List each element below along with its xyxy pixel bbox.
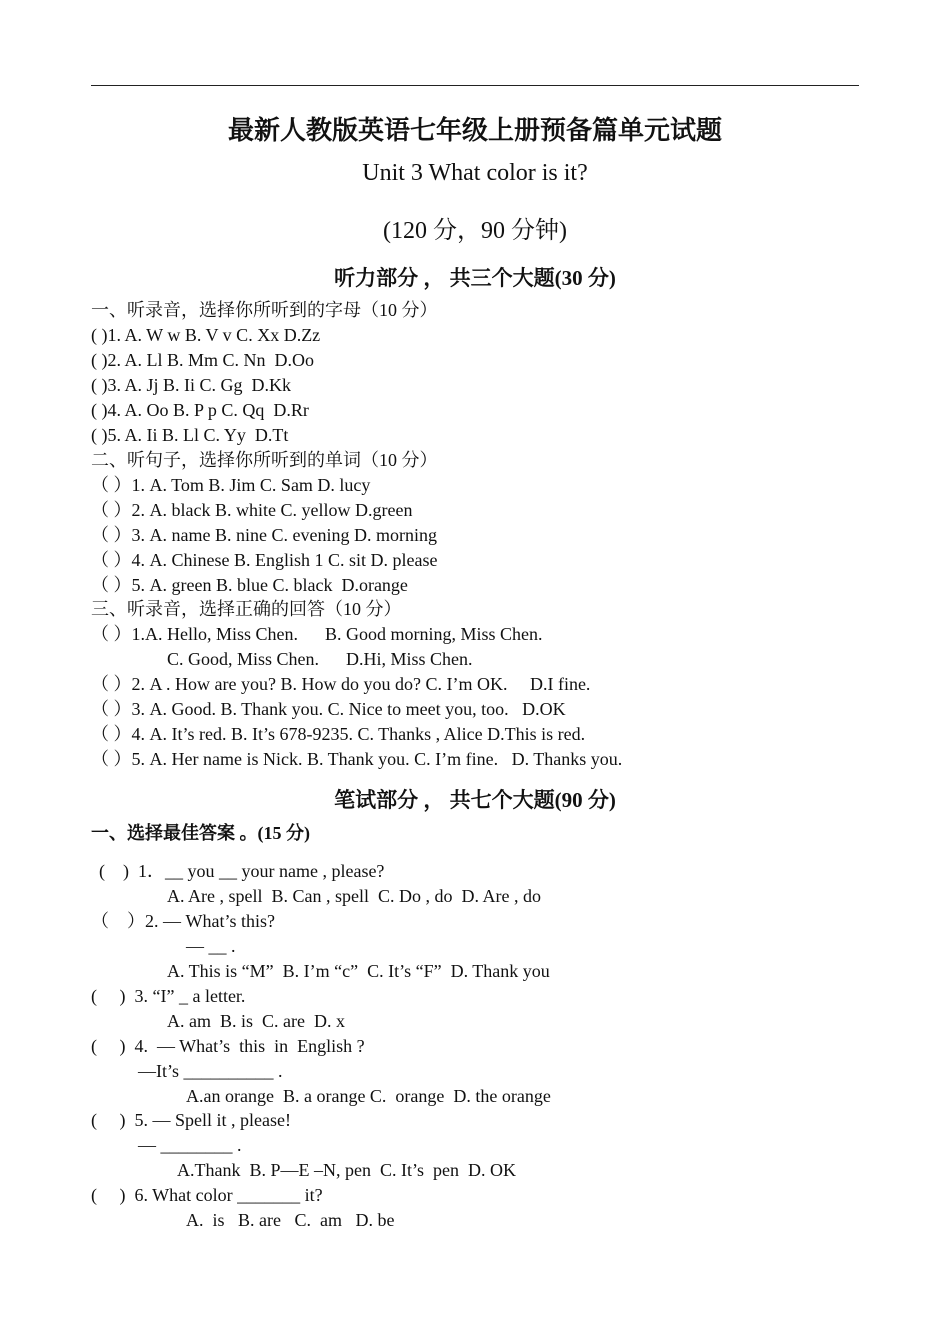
question-options: A. am B. is C. are D. x [167,1011,345,1031]
question-line: （ ）3. A. name B. nine C. evening D. morning [91,525,437,545]
question-options: C. Good, Miss Chen. D.Hi, Miss Chen. [167,649,473,669]
question-line: （ ）1. A. Tom B. Jim C. Sam D. lucy [91,475,371,495]
question-options: A.Thank B. P—E –N, pen C. It’s pen D. OK [177,1160,516,1180]
answer-blank: —It’s __________ . [138,1061,283,1081]
question-line: ( )5. A. Ii B. Ll C. Yy D.Tt [91,425,289,445]
listening-part1-heading: 一、听录音，选择你所听到的字母（10 分） [91,300,438,320]
score-time: (120 分，90 分钟) [383,218,567,244]
question-line: （ ）1.A. Hello, Miss Chen. B. Good morning, Miss Chen. [91,624,543,644]
question-line: ( ) 1．__ you __ your name , please? [99,861,385,881]
question-line: ( ) 3. “I” _ a letter. [91,986,246,1006]
question-options: A.an orange B. a orange C. orange D. the orange [186,1086,551,1106]
unit-subtitle: Unit 3 What color is it? [362,160,588,186]
page-title: 最新人教版英语七年级上册预备篇单元试题 [227,116,722,145]
question-line: （ ）3. A. Good. B. Thank you. C. Nice to meet you, too. D.OK [91,699,566,719]
question-line: （ ）5. A. Her name is Nick. B. Thank you. C. I’m fine. D. Thanks you. [91,749,623,769]
question-line: （ ）5. A. green B. blue C. black D.orange [91,575,408,595]
listening-section-heading: 听力部分 ， 共三个大题(30 分) [334,266,616,290]
question-line: （ ）2. A . How are you? B. How do you do? C. I’m OK. D.I fine. [91,674,591,694]
question-line: ( )2. A. Ll B. Mm C. Nn D.Oo [91,350,315,370]
answer-blank: — __ . [186,936,236,956]
writing-part1-heading: 一、选择最佳答案 。(15 分) [91,823,310,843]
question-options: A. is B. are C. am D. be [186,1210,395,1230]
listening-part2-heading: 二、听句子，选择你所听到的单词（10 分） [91,450,438,470]
question-line: （ ）2. A. black B. white C. yellow D.green [91,500,413,520]
question-line: ( )3. A. Jj B. Ii C. Gg D.Kk [91,375,292,395]
listening-part3-heading: 三、听录音，选择正确的回答（10 分） [91,599,402,619]
question-line: ( ) 6. What color _______ it? [91,1185,323,1205]
question-line: ( ) 4. — What’s this in English ? [91,1036,365,1056]
top-rule [91,85,859,86]
question-line: （ ）4. A. Chinese B. English 1 C. sit D. please [91,550,438,570]
question-options: A. Are , spell B. Can , spell C. Do , do D. Are , do [167,886,541,906]
answer-blank: — ________ . [138,1135,242,1155]
writing-section-heading: 笔试部分 ， 共七个大题(90 分) [334,788,616,812]
question-line: （ ）4. A. It’s red. B. It’s 678-9235. C. Thanks , Alice D.This is red. [91,724,586,744]
question-line: （ ）2. — What’s this? [91,911,275,931]
question-options: A. This is “M” B. I’m “c” C. It’s “F” D. Thank you [167,961,550,981]
question-line: ( )1. A. W w B. V v C. Xx D.Zz [91,325,321,345]
question-line: ( )4. A. Oo B. P p C. Qq D.Rr [91,400,309,420]
question-line: ( ) 5. — Spell it , please! [91,1110,291,1130]
